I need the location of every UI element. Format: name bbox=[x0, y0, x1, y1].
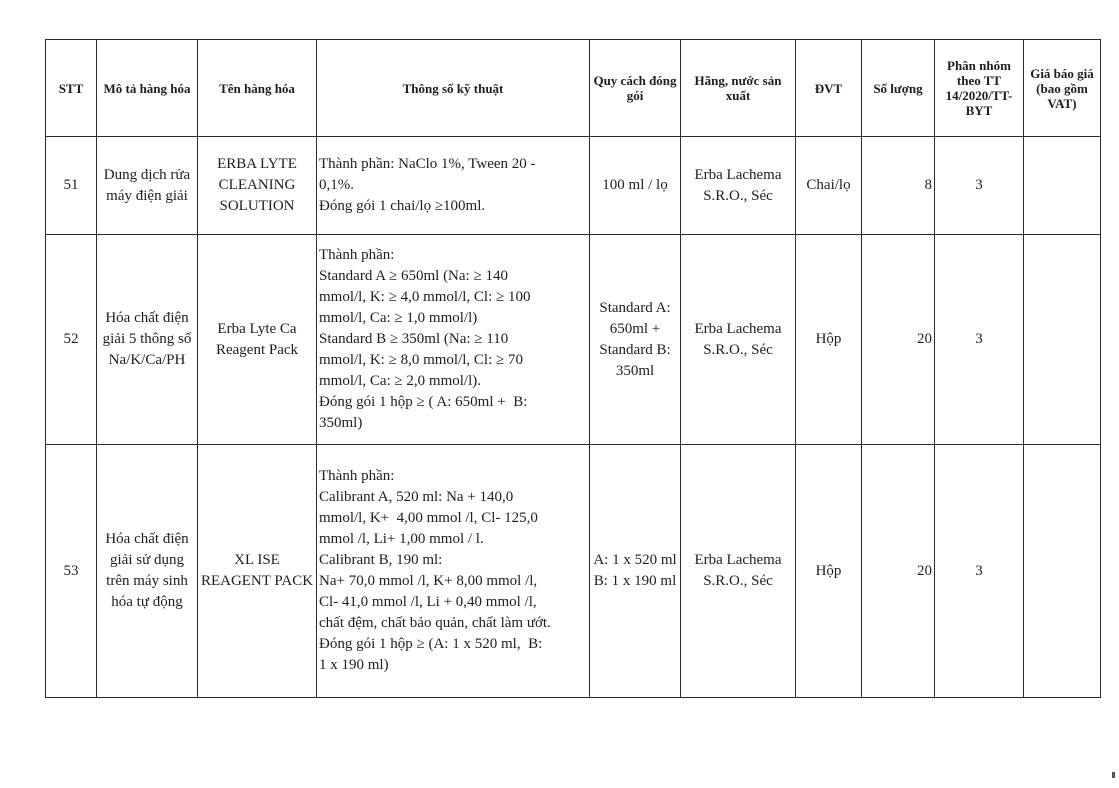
cell-price bbox=[1024, 137, 1101, 235]
spec-line: Đóng gói 1 chai/lọ ≥100ml. bbox=[319, 198, 486, 214]
cell-stt: 51 bbox=[46, 137, 97, 235]
cell-quantity: 8 bbox=[862, 137, 935, 235]
cell-specifications bbox=[317, 137, 590, 235]
spec-line: mmol/l, K+ 4,00 mmol /l, Cl- 125,0 bbox=[319, 510, 538, 526]
cell-stt: 52 bbox=[46, 235, 97, 445]
spec-line: mmol/l, Ca: ≥ 1,0 mmol/l) bbox=[319, 310, 478, 326]
header-manufacturer: Hãng, nước sản xuất bbox=[681, 40, 796, 137]
header-packaging: Quy cách đóng gói bbox=[590, 40, 681, 137]
spec-line: 350ml) bbox=[319, 415, 363, 431]
header-product-name: Tên hàng hóa bbox=[198, 40, 317, 137]
cell-description: Hóa chất điện giải sử dụng trên máy sinh hóa tự động bbox=[97, 445, 198, 698]
spec-line: mmol/l, K: ≥ 8,0 mmol/l, Cl: ≥ 70 bbox=[319, 352, 523, 368]
cell-manufacturer: Erba Lachema S.R.O., Séc bbox=[681, 235, 796, 445]
cell-description: Dung dịch rửa máy điện giải bbox=[97, 137, 198, 235]
table-row bbox=[46, 137, 1101, 235]
goods-table bbox=[45, 39, 1101, 698]
cell-price bbox=[1024, 235, 1101, 445]
spec-line: Đóng gói 1 hộp ≥ ( A: 650ml + B: bbox=[319, 394, 528, 410]
header-stt: STT bbox=[46, 40, 97, 137]
spec-line: Standard A ≥ 650ml (Na: ≥ 140 bbox=[319, 268, 508, 284]
cell-description: Hóa chất điện giải 5 thông số Na/K/Ca/PH bbox=[97, 235, 198, 445]
header-group: Phân nhóm theo TT 14/2020/TT-BYT bbox=[935, 40, 1024, 137]
cell-price bbox=[1024, 445, 1101, 698]
cell-manufacturer: Erba Lachema S.R.O., Séc bbox=[681, 445, 796, 698]
spec-line: mmol/l, Ca: ≥ 2,0 mmol/l). bbox=[319, 373, 481, 389]
scan-mark bbox=[1112, 772, 1115, 778]
cell-unit: Hộp bbox=[796, 235, 862, 445]
spec-line: Thành phần: bbox=[319, 247, 395, 263]
cell-quantity: 20 bbox=[862, 445, 935, 698]
spec-line: Calibrant A, 520 ml: Na + 140,0 bbox=[319, 489, 514, 505]
header-unit: ĐVT bbox=[796, 40, 862, 137]
cell-product-name: XL ISE REAGENT PACK bbox=[198, 445, 317, 698]
header-row bbox=[46, 40, 1101, 137]
cell-quantity: 20 bbox=[862, 235, 935, 445]
header-specifications: Thông số kỹ thuật bbox=[317, 40, 590, 137]
spec-line: mmol/l, K: ≥ 4,0 mmol/l, Cl: ≥ 100 bbox=[319, 289, 531, 305]
header-description: Mô tả hàng hóa bbox=[97, 40, 198, 137]
cell-group: 3 bbox=[935, 445, 1024, 698]
cell-unit: Chai/lọ bbox=[796, 137, 862, 235]
spec-line: chất đệm, chất bảo quản, chất làm ướt. bbox=[319, 615, 551, 631]
spec-line: 1 x 190 ml) bbox=[319, 657, 389, 673]
spec-line: Thành phần: bbox=[319, 468, 395, 484]
cell-packaging: Standard A: 650ml + Standard B: 350ml bbox=[590, 235, 681, 445]
table-row bbox=[46, 445, 1101, 698]
spec-line: Cl- 41,0 mmol /l, Li + 0,40 mmol /l, bbox=[319, 594, 537, 610]
cell-manufacturer: Erba Lachema S.R.O., Séc bbox=[681, 137, 796, 235]
spec-line: Calibrant B, 190 ml: bbox=[319, 552, 443, 568]
spec-line: Na+ 70,0 mmol /l, K+ 8,00 mmol /l, bbox=[319, 573, 538, 589]
table-row bbox=[46, 235, 1101, 445]
cell-unit: Hộp bbox=[796, 445, 862, 698]
spec-line: Standard B ≥ 350ml (Na: ≥ 110 bbox=[319, 331, 509, 347]
spec-line: Thành phần: NaClo 1%, Tween 20 - bbox=[319, 156, 536, 172]
cell-group: 3 bbox=[935, 137, 1024, 235]
header-quantity: Số lượng bbox=[862, 40, 935, 137]
cell-stt: 53 bbox=[46, 445, 97, 698]
cell-specifications bbox=[317, 445, 590, 698]
cell-product-name: Erba Lyte Ca Reagent Pack bbox=[198, 235, 317, 445]
cell-packaging: 100 ml / lọ bbox=[590, 137, 681, 235]
spec-line: mmol /l, Li+ 1,00 mmol / l. bbox=[319, 531, 484, 547]
cell-specifications bbox=[317, 235, 590, 445]
cell-product-name: ERBA LYTE CLEANING SOLUTION bbox=[198, 137, 317, 235]
spec-line: 0,1%. bbox=[319, 177, 354, 193]
header-price: Giá báo giá (bao gồm VAT) bbox=[1024, 40, 1101, 137]
cell-group: 3 bbox=[935, 235, 1024, 445]
spec-line: Đóng gói 1 hộp ≥ (A: 1 x 520 ml, B: bbox=[319, 636, 543, 652]
cell-packaging: A: 1 x 520 ml B: 1 x 190 ml bbox=[590, 445, 681, 698]
